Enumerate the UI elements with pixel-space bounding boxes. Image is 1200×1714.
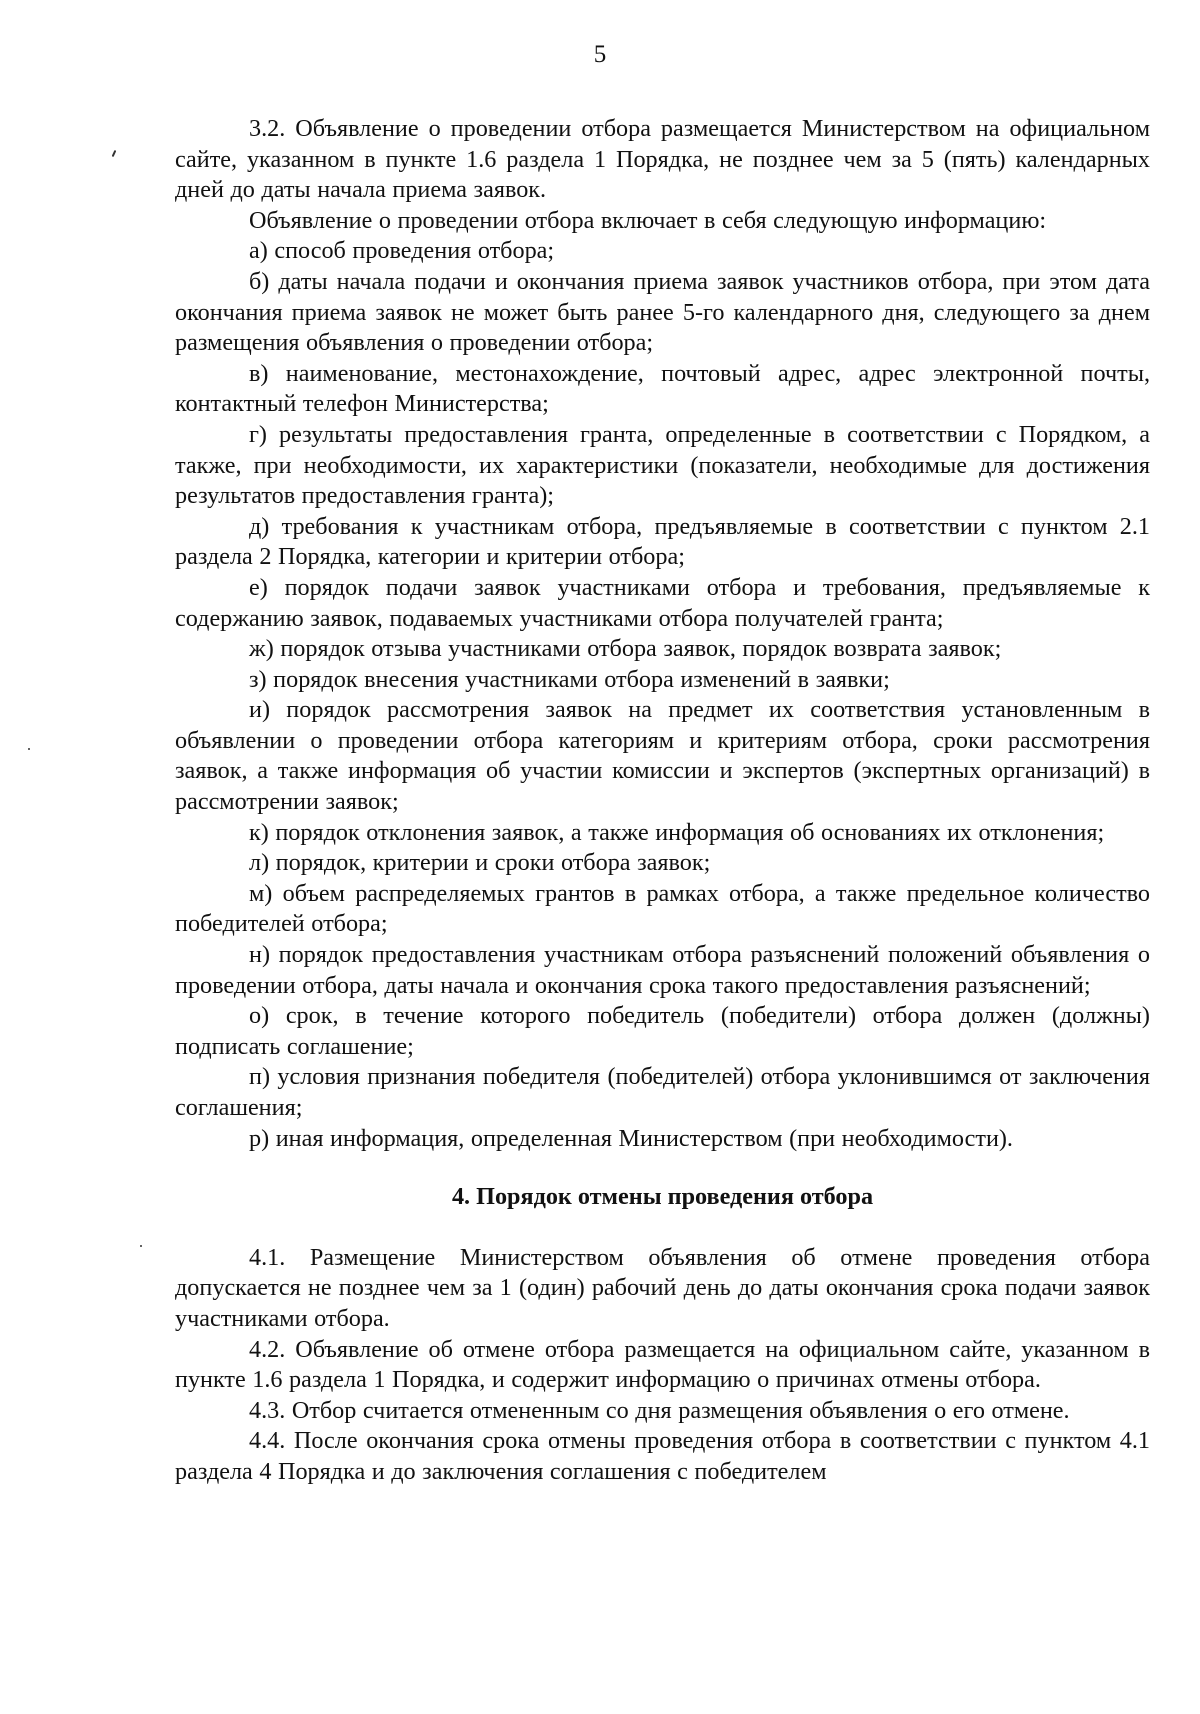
list-item-r: р) иная информация, определенная Министерством (при необходимости). bbox=[249, 1124, 1013, 1152]
scan-speck bbox=[28, 748, 30, 750]
list-item-zh: ж) порядок отзыва участниками отбора заявок, порядок возврата заявок; bbox=[249, 635, 1002, 663]
paragraph-4-2: 4.2. Объявление об отмене отбора размещается на официальном сайте, указанном в пункте 1.6 раздела 1 Порядка, и содержит информацию о причинах отмены отбора. bbox=[175, 1335, 1150, 1394]
list-item-a: а) способ проведения отбора; bbox=[249, 237, 555, 265]
spacer bbox=[175, 1154, 1150, 1182]
list-item-e: е) порядок подачи заявок участниками отбора и требования, предъявляемые к содержанию заявок, подаваемых участниками отбора получателей гранта; bbox=[175, 573, 1150, 632]
spacer bbox=[175, 1213, 1150, 1243]
list-item-o: о) срок, в течение которого победитель (победители) отбора должен (должны) подписать соглашение; bbox=[175, 1002, 1150, 1060]
list-item-v: в) наименование, местонахождение, почтовый адрес, адрес электронной почты, контактный телефон Министерства; bbox=[175, 359, 1150, 418]
document-body bbox=[175, 114, 1150, 1488]
paragraph-info-intro: Объявление о проведении отбора включает в себя следующую информацию: bbox=[249, 206, 1047, 234]
scan-speck bbox=[140, 1245, 142, 1247]
section-4-heading: 4. Порядок отмены проведения отбора bbox=[451, 1183, 874, 1211]
list-item-l: л) порядок, критерии и сроки отбора заявок; bbox=[249, 849, 711, 877]
list-item-d: д) требования к участникам отбора, предъявляемые в соответствии с пунктом 2.1 раздела 2 Порядка, категории и критерии отбора; bbox=[175, 512, 1150, 571]
list-item-n: н) порядок предоставления участникам отбора разъяснений положений объявления о проведении отбора, даты начала и окончания срока такого предоставления разъяснений; bbox=[175, 941, 1150, 999]
paragraph-4-1: 4.1. Размещение Министерством объявления об отмене проведения отбора допускается не позднее чем за 1 (один) рабочий день до даты окончания срока подачи заявок участниками отбора. bbox=[175, 1243, 1150, 1332]
list-item-m: м) объем распределяемых грантов в рамках отбора, а также предельное количество победителей отбора; bbox=[175, 879, 1150, 938]
list-item-i: и) порядок рассмотрения заявок на предмет их соответствия установленным в объявлении о проведении отбора категориям и критериям отбора, сроки рассмотрения заявок, а также информация об участии комиссии и экспертов (экспертных организаций) в рассмотрении заявок; bbox=[175, 696, 1150, 816]
list-item-p: п) условия признания победителя (победителей) отбора уклонившимся от заключения соглашения; bbox=[175, 1063, 1150, 1121]
scan-speck bbox=[112, 150, 117, 157]
list-item-z: з) порядок внесения участниками отбора изменений в заявки; bbox=[249, 665, 890, 693]
paragraph-4-4: 4.4. После окончания срока отмены проведения отбора в соответствии с пунктом 4.1 раздела 4 Порядка и до заключения соглашения с победителем bbox=[175, 1427, 1150, 1485]
list-item-k: к) порядок отклонения заявок, а также информация об основаниях их отклонения; bbox=[249, 818, 1105, 846]
paragraph-4-3: 4.3. Отбор считается отмененным со дня размещения объявления о его отмене. bbox=[249, 1396, 1070, 1424]
list-item-g: г) результаты предоставления гранта, определенные в соответствии с Порядком, а также, при необходимости, их характеристики (показатели, необходимые для достижения результатов предоставления гранта); bbox=[175, 420, 1150, 510]
page-number: 5 bbox=[593, 41, 607, 68]
paragraph-3-2: 3.2. Объявление о проведении отбора размещается Министерством на официальном сайте, указанном в пункте 1.6 раздела 1 Порядка, не позднее чем за 5 (пять) календарных дней до даты начала приема заявок. bbox=[175, 115, 1150, 204]
list-item-b: б) даты начала подачи и окончания приема заявок участников отбора, при этом дата окончания приема заявок не может быть ранее 5-го календарного дня, следующего за днем размещения объявления о проведении отбора; bbox=[175, 267, 1150, 357]
